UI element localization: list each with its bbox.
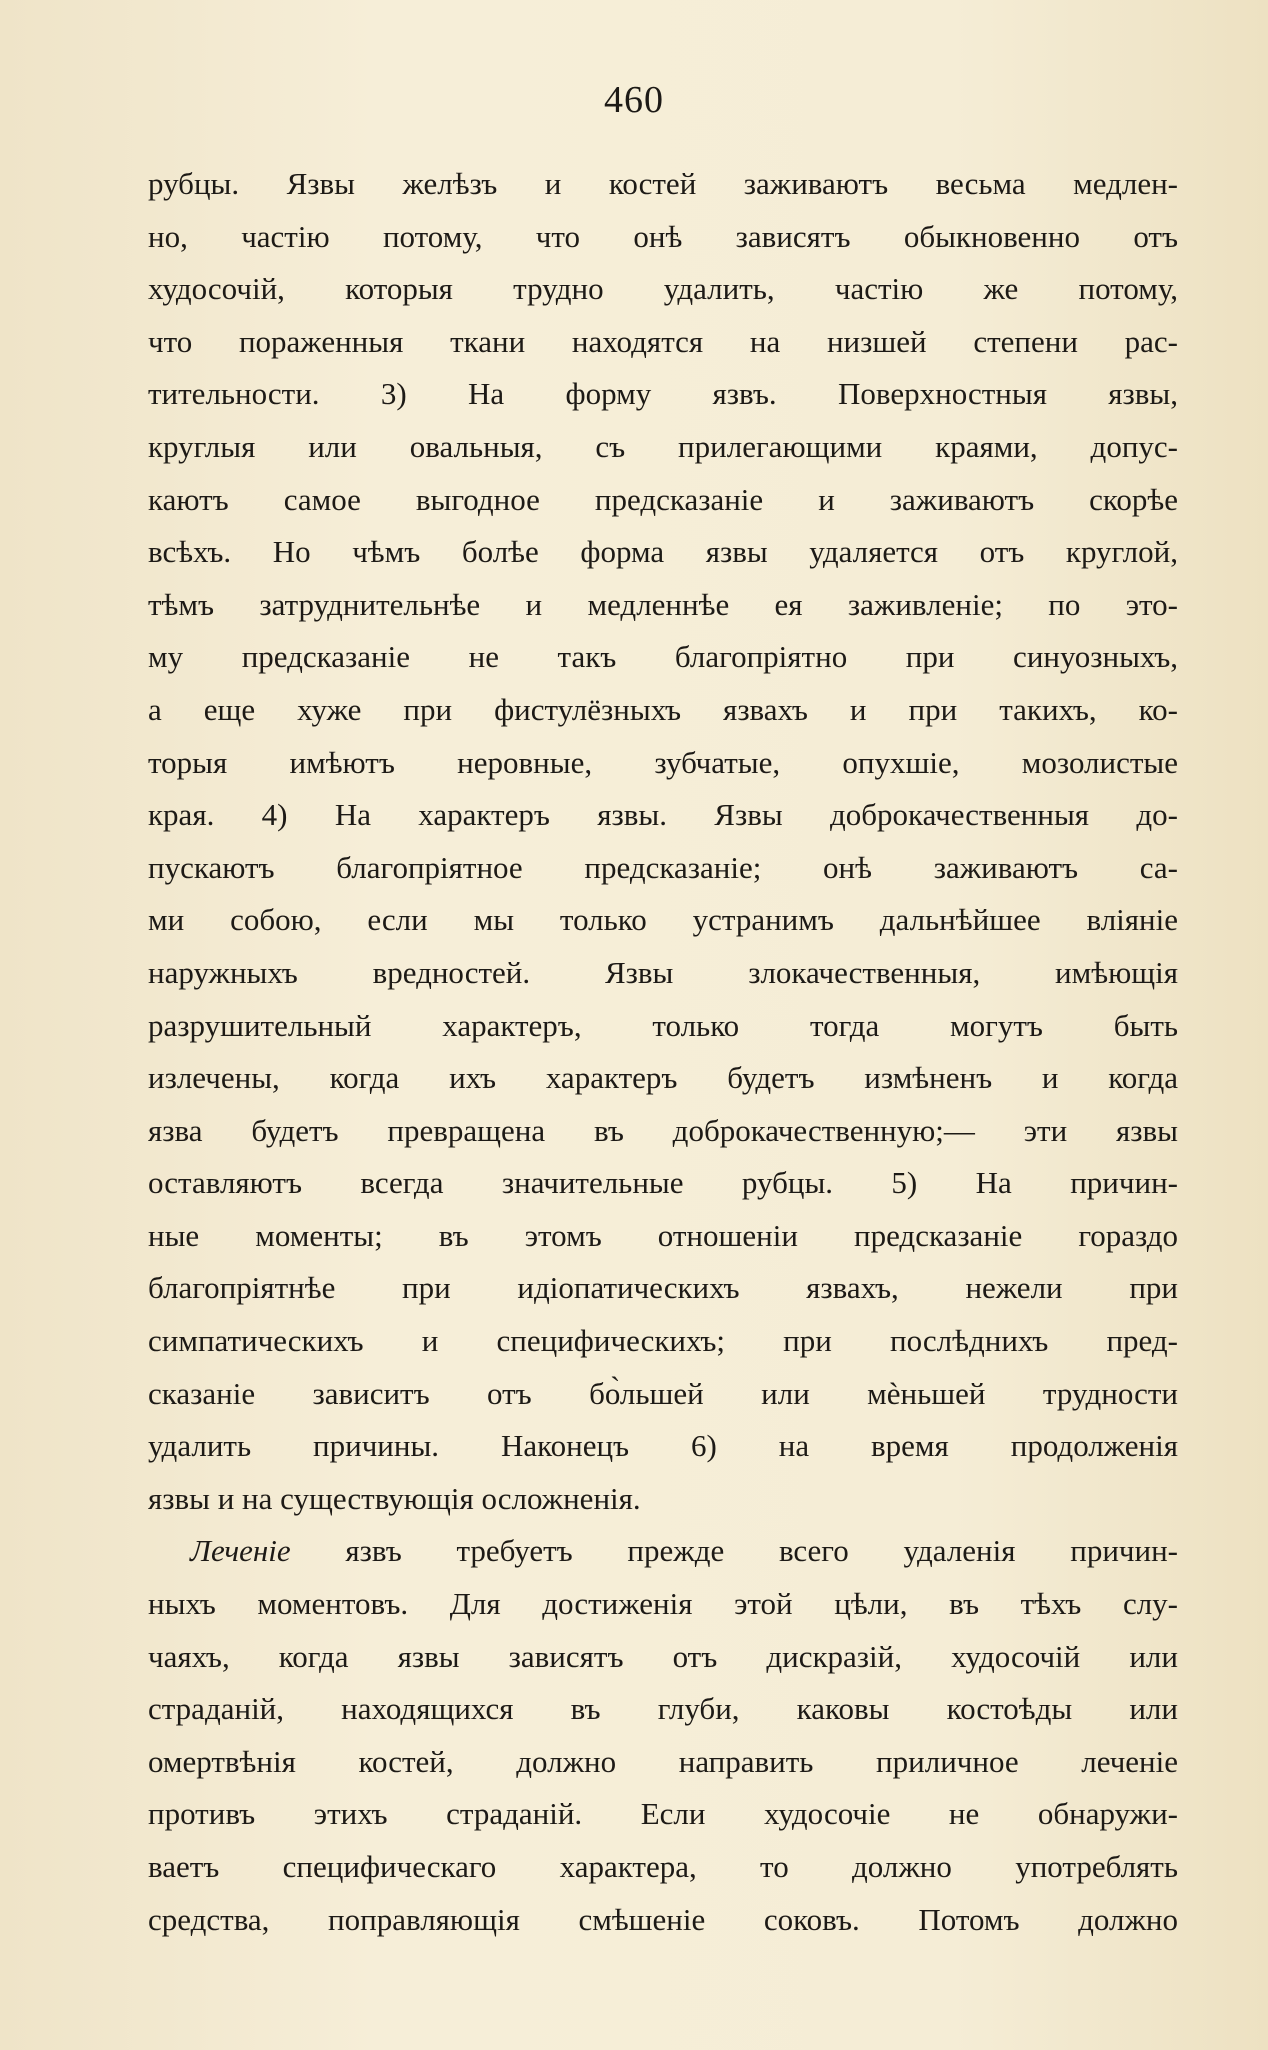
text-line: сказаніе зависитъ отъ бо̀льшей или мѐньшей трудности [148,1375,1178,1411]
text-line: но, частію потому, что онѣ зависятъ обыкновенно отъ [148,218,1178,254]
text-line: ми собою, если мы только устранимъ дальнѣйшее вліяніе [148,902,1178,938]
body-text [148,158,1178,1946]
text-line: удалить причины. Наконецъ 6) на время продолженія [148,1428,1178,1464]
text-line: торыя имѣютъ неровные, зубчатые, опухшіе, мозолистые [148,744,1178,780]
text-line: язвы и на существующія осложненія. [148,1480,641,1516]
page-number: 460 [604,79,664,121]
text-line: му предсказаніе не такъ благопріятно при синуозныхъ, [148,639,1178,675]
text-line: страданій, находящихся въ глуби, каковы костоѣды или [148,1691,1178,1727]
italic-term: Леченіе [190,1533,291,1569]
text-line: а еще хуже при фистулёзныхъ язвахъ и при такихъ, ко- [148,691,1178,727]
text-line: круглыя или овальныя, съ прилегающими краями, допус- [148,428,1178,464]
text-line: ныхъ моментовъ. Для достиженія этой цѣли, въ тѣхъ слу- [148,1586,1178,1622]
paragraph-1 [148,158,1178,1525]
text-line: ные моменты; въ этомъ отношеніи предсказаніе гораздо [148,1217,1178,1253]
text-line: всѣхъ. Но чѣмъ болѣе форма язвы удаляется отъ круглой, [148,534,1178,570]
text-line: оставляютъ всегда значительные рубцы. 5) На причин- [148,1165,1178,1201]
text-line [148,1525,1178,1578]
text-line: разрушительный характеръ, только тогда могутъ быть [148,1007,1178,1043]
text-line: худосочій, которыя трудно удалить, частію же потому, [148,271,1178,307]
text-line: чаяхъ, когда язвы зависятъ отъ дискразій, худосочій или [148,1638,1178,1674]
text-line: симпатическихъ и специфическихъ; при послѣднихъ пред- [148,1323,1178,1359]
text-line: язва будетъ превращена въ доброкачественную;— эти язвы [148,1112,1178,1148]
text-line: излечены, когда ихъ характеръ будетъ измѣненъ и когда [148,1060,1178,1096]
text-line: каютъ самое выгодное предсказаніе и заживаютъ скорѣе [148,481,1178,517]
text-span: язвъ требуетъ прежде всего удаленія причин- [290,1533,1178,1569]
text-line: ваетъ специфическаго характера, то должно употреблять [148,1849,1178,1884]
text-line: омертвѣнія костей, должно направить приличное леченіе [148,1743,1178,1779]
text-line: рубцы. Язвы желѣзъ и костей заживаютъ весьма медлен- [148,166,1178,201]
text-line: благопріятнѣе при идіопатическихъ язвахъ, нежели при [148,1270,1178,1306]
text-line: противъ этихъ страданій. Если худосочіе не обнаружи- [148,1796,1178,1832]
text-line: края. 4) На характеръ язвы. Язвы доброкачественныя до- [148,797,1178,833]
text-line: тѣмъ затруднительнѣе и медленнѣе ея заживленіе; по это- [148,586,1178,622]
text-line: что пораженныя ткани находятся на низшей степени рас- [148,323,1178,359]
paragraph-2 [148,1525,1178,1946]
text-line: наружныхъ вредностей. Язвы злокачественныя, имѣющія [148,954,1178,990]
text-line: пускаютъ благопріятное предсказаніе; онѣ заживаютъ са- [148,849,1178,885]
text-line: тительности. 3) На форму язвъ. Поверхностныя язвы, [148,376,1178,412]
text-line: средства, поправляющія смѣшеніе соковъ. Потомъ должно [148,1901,1178,1937]
